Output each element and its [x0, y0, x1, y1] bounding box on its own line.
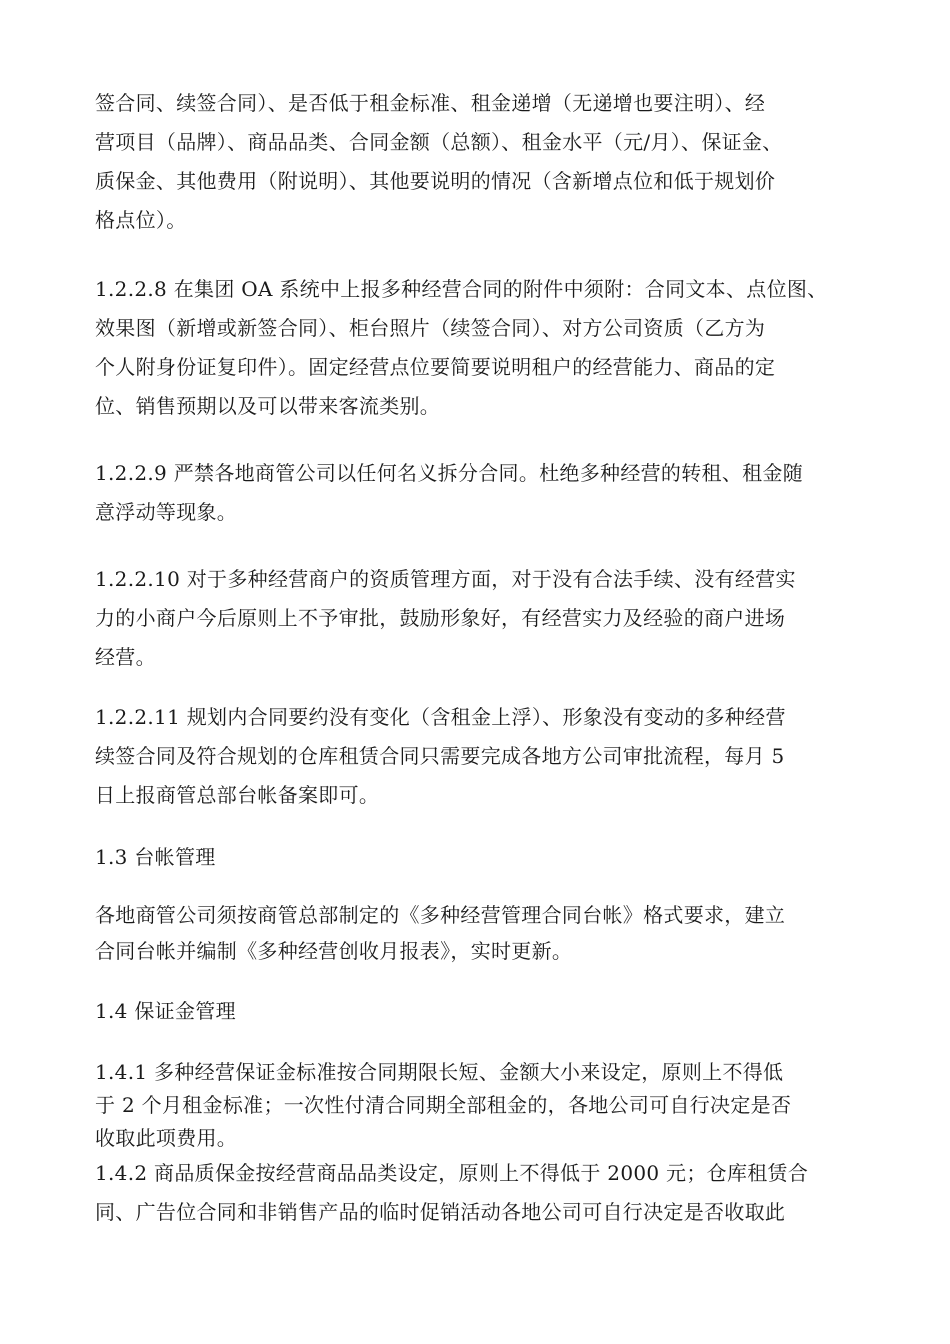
section-heading-1-4: [95, 992, 895, 1031]
text-line: 1.2.2.10 对于多种经营商户的资质管理方面，对于没有合法手续、没有经营实: [95, 567, 796, 591]
section-heading-1-3: [95, 838, 895, 877]
text-line: 经营。: [95, 645, 156, 669]
text-line: 质保金、其他费用（附说明）、其他要说明的情况（含新增点位和低于规划价: [95, 169, 776, 193]
text-line: 签合同、续签合同）、是否低于租金标准、租金递增（无递增也要注明）、经: [95, 91, 766, 115]
text-line: 1.2.2.8 在集团 OA 系统中上报多种经营合同的附件中须附：合同文本、点位图、: [95, 277, 828, 301]
text-line: 个人附身份证复印件）。固定经营点位要简要说明租户的经营能力、商品的定: [95, 355, 776, 379]
text-line: 1.2.2.11 规划内合同要约没有变化（含租金上浮）、形象没有变动的多种经营: [95, 705, 786, 729]
paragraph-1-3-body: [95, 897, 895, 969]
paragraph-1-2-2-10: [95, 560, 895, 677]
text-line: 日上报商管总部台帐备案即可。: [95, 783, 380, 807]
text-line: 1.4.1 多种经营保证金标准按合同期限长短、金额大小来设定，原则上不得低: [95, 1060, 784, 1084]
text-line: 于 2 个月租金标准；一次性付清合同期全部租金的，各地公司可自行决定是否: [95, 1093, 792, 1117]
text-line: 格点位）。: [95, 208, 187, 232]
heading-text: 1.3 台帐管理: [95, 845, 216, 869]
text-line: 续签合同及符合规划的仓库租赁合同只需要完成各地方公司审批流程，每月 5: [95, 744, 785, 768]
heading-text: 1.4 保证金管理: [95, 999, 236, 1023]
text-line: 各地商管公司须按商管总部制定的《多种经营管理合同台帐》格式要求，建立: [95, 903, 786, 927]
paragraph-1-2-2-8: [95, 270, 895, 426]
text-line: 同、广告位合同和非销售产品的临时促销活动各地公司可自行决定是否收取此: [95, 1200, 786, 1224]
text-line: 效果图（新增或新签合同）、柜台照片（续签合同）、对方公司资质（乙方为: [95, 316, 766, 340]
text-line: 合同台帐并编制《多种经营创收月报表》，实时更新。: [95, 939, 573, 963]
paragraph-1-2-2-9: [95, 454, 895, 532]
paragraph-1-2-2-11: [95, 698, 895, 815]
text-line: 位、销售预期以及可以带来客流类别。: [95, 394, 441, 418]
text-line: 1.2.2.9 严禁各地商管公司以任何名义拆分合同。杜绝多种经营的转租、租金随: [95, 461, 804, 485]
paragraph-1-4-1: [95, 1056, 895, 1155]
text-line: 1.4.2 商品质保金按经营商品品类设定，原则上不得低于 2000 元；仓库租赁合: [95, 1161, 809, 1185]
text-line: 意浮动等现象。: [95, 500, 238, 524]
text-line: 力的小商户今后原则上不予审批，鼓励形象好，有经营实力及经验的商户进场: [95, 606, 786, 630]
text-line: 营项目（品牌）、商品品类、合同金额（总额）、租金水平（元/月）、保证金、: [95, 130, 783, 154]
text-line: 收取此项费用。: [95, 1126, 238, 1150]
paragraph-continued: [95, 84, 895, 240]
paragraph-1-4-2: [95, 1154, 895, 1232]
